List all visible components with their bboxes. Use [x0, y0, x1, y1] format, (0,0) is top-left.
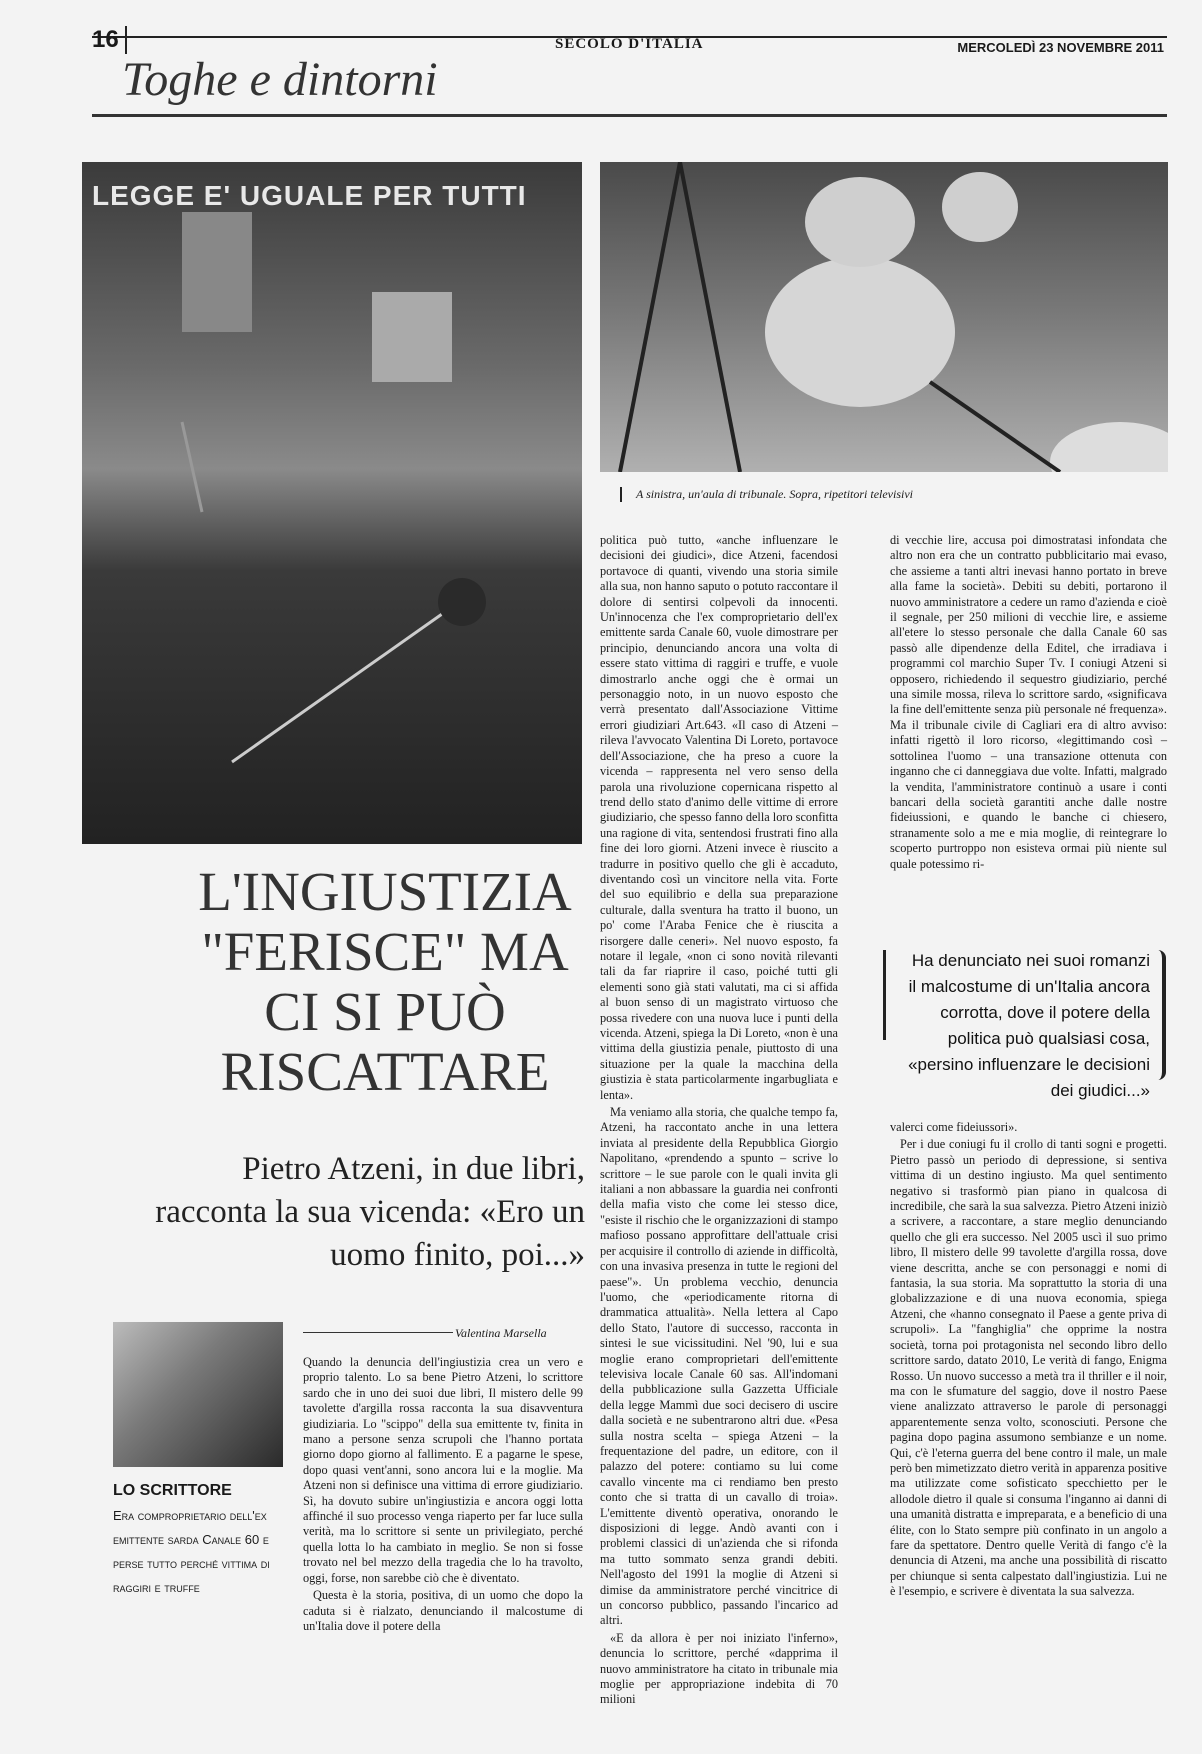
article-column-2: [600, 533, 838, 1710]
article-paragraph: di vecchie lire, accusa poi dimostratasi infondata che altro non era che un contratto pubblicitario mai evaso, che assieme a tanti altri inevasi hanno portato in breve alla fame la società». Debiti su debiti, portarono il nuovo amministratore a cedere un ramo d'azienda e cioè il segnale, per 250 milioni di vecchie lire, e assieme all'etere lo stesso personale che dalla Canale 60 sas passò alle dipendenze della Editel, che irradiava i programmi col marchio Super Tv. I coniugi Atzeni si opposero, richiedendo il sequestro giudiziario, perché una simile mossa, rileva lo scrittore sardo, «significava la fine dell'emittente senza più personale né frequenza». Ma il tribunale civile di Cagliari era di altro avviso: infatti rigettò il loro ricorso, «legittimando così – sottolinea l'uomo – una transazione ottenuta con inganno che ci danneggiava due volte. Infatti, malgrado la vendita, l'amministratore continuò a usare i conti bancari della società garantiti anche dalle nostre fideiussioni, e quando le banche ci chiesero, stranamente solo a me e mia moglie, di reintegrare lo scoperto purtroppo non esisteva ormai più niente sul quale potessimo ri-: [890, 533, 1167, 871]
courtroom-photo: [82, 162, 582, 844]
article-paragraph: politica può tutto, «anche influenzare le decisioni dei giudici», dice Atzeni, facendosi portavoce di quanti, vivendo una storia simile alla sua, non hanno saputo o potuto raccontare il dolore di sentirsi colpevoli da innocenti. Un'innocenza che l'ex comproprietario dell'ex emittente sarda Canale 60, vuole dimostrare per principio, denunciando ancora una volta di essere stato vittima di raggiri e truffe, e vuole dimostrarlo anche oggi che è ormai un personaggio noto, in un nuovo esposto che verrà presentato dall'Associazione Vittime errori giudiziari Art.643. «Il caso di Atzeni – rileva l'avvocato Valentina Di Loreto, portavoce dell'Associazione, che ha preso a cuore la vicenda – rappresenta nel vero senso della parola una rivoluzione copernicana rispetto al trend dello stato d'animo delle vittime di errore giudiziario, che spesso fanno della loro sconfitta una ragione di vita, sentendosi frustrati fino alla fine dei loro giorni. Atzeni invece è riuscito a tradurre in positivo quello che gli è accaduto, diventando così un vincitore nella vita. Forte del suo equilibrio e della sua preparazione culturale, dalla sventura ha tratto il buono, un po' come l'Araba Fenice che è riuscita a risorgere dalle ceneri». Nel nuovo esposto, fa notare il legale, «non ci sono novità rilevanti tali da far riaprire il caso, poiché tutti gli elementi sono già stati valutati, ma ci si affida al buon senso di un magistrato virtuoso che possa rivedere con una nuova luce i punti della vicenda. Atzeni, spiega la Di Loreto, «non è una vittima della giustizia penale, piuttosto di una situazione per la quale la macchina della giustizia è stata particolarmente ingarbugliata e lenta».: [600, 533, 839, 1102]
article-paragraph: Quando la denuncia dell'ingiustizia crea un vero e proprio talento. Lo sa bene Pietro Atzeni, lo scrittore sardo che in uno dei suoi due libri, Il mistero delle 99 tavolette d'argilla rossa racconta la sua disavventura giudiziaria. Lo "scippo" della sua emittente tv, finita in mano a persone senza scrupoli che l'hanno portata giorno dopo giorno al fallimento. E a pagarne le spese, dopo quasi vent'anni, sono ancora lui e la moglie. Ma Atzeni non si definisce una vittima di errore giudiziario. Sì, ha dovuto subire un'ingiustizia e ancora oggi lotta affinché il suo processo venga riaperto per far luce sulla verità, ma lo scrittore si sente un privilegiato, perché quella lotta lo ha cambiato in meglio. Se non si fosse trovato nel bel mezzo della tragedia che lo ha travolto, oggi, forse, non sarebbe ciò che è diventato.: [303, 1355, 583, 1585]
article-headline: L'INGIUSTIZIA "FERISCE" MA CI SI PUÒ RISCATTARE: [198, 861, 572, 1102]
article-paragraph: «E da allora è per noi iniziato l'inferno», denuncia lo scrittore, perché «dapprima il nuovo amministratore ha citato in tribunale mia moglie per appropriazione indebita di 70 milioni: [600, 1630, 838, 1707]
section-rule: [92, 114, 1167, 117]
issue-date: MERCOLEDÌ 23 NOVEMBRE 2011: [957, 40, 1164, 55]
author-sidebox: [103, 1322, 283, 1622]
quote-bracket: [1158, 950, 1166, 1080]
antennas-photo: [600, 162, 1168, 472]
article-paragraph: Ma veniamo alla storia, che qualche tempo fa, Atzeni, ha raccontato anche in una lettera inviata al presidente della Repubblica Giorgio Napolitano, «prendendo a spunto – scrive lo scrittore – le sue parole con le quali invita gli italiani a non abbassare la guardia nei confronti della mafia visto che come lei stesso dice, "esiste il rischio che le organizzazioni di stampo mafioso possano approfittare dell'attuale crisi per acquisire il controllo di aziende in difficoltà, con una invasiva presenza in tutte le regioni del paese"». Un problema vecchio, denuncia l'uomo, che «periodicamente ritorna di drammatica attualità». Nella lettera al Capo dello Stato, l'autore di successo, racconta in sintesi le sue vicissitudini. Nel '90, lui e sua moglie erano comproprietari dell'emittente televisiva locale Canale 60 sas. All'indomani della pubblicazione sulla Gazzetta Ufficiale della legge Mammì due soci decisero di uscire dalla società e ne subentrarono altri due. «Pesa sulla nostra scelta – spiega Atzeni – la frequentazione del padre, un editore, con il palazzo del potere: contiamo su lui come cavallo vincente ma ci rendiamo ben presto conto che si tratta di un cavallo di troia». L'emittente diventò operativa, onorando le disposizioni di legge. Andò avanti con i problemi classici di un'azienda che si rifonda ma tutto sommato senza grandi debiti. Nell'agosto del 1991 la moglie di Atzeni si dimise da amministratore perché vincitrice di un concorso pubblico, passando l'incarico ad altri.: [600, 1105, 838, 1628]
pull-quote: Ha denunciato nei suoi romanzi il malcostume di un'Italia ancora corrotta, dove il potere della politica può qualsiasi cosa, «persino influenzare le decisioni dei giudici...»: [908, 951, 1150, 1100]
article-paragraph: Per i due coniugi fu il crollo di tanti sogni e progetti. Pietro passò un periodo di depressione, si sentiva vittima di un destino ingiusto. Ma quel sentimento negativo si trasformò pian piano in qualcosa di incredibile, che sarà la sua salvezza. Pietro Atzeni iniziò a scrivere, a raccontare, a stare meglio denunciando quello che gli era successo. Nel 2005 uscì il suo primo libro, Il mistero delle 99 tavolette d'argilla rossa, dove viene descritta, anche se con personaggi e nomi di fantasia, la sua storia. Ma soprattutto la storia di una globalizzazione e di una nuova economia, spiega Atzeni, che «hanno consegnato il Paese a gente priva di scrupoli». La "fanghiglia" che opprime la nostra società, torna poi protagonista nel secondo libro dello scrittore sardo, datato 2010, Le verità di fango, Enigma Rosso. Un nuovo successo a metà tra il thriller e il noir, ma con le sfumature del saggio, dove il nostro Paese viene analizzato attraverso le parole di personaggi apparentemente senza volto, sconosciuti. Persone che pagina dopo pagina assumono sembianze e un nome. Qui, c'è l'eterna guerra del bene contro il male, un male però ben mimetizzato dietro verità in apparenza positive ma utilizzate come sofisticato specchietto per le allodole dietro il quale si consuma l'inganno ai danni di una umanità distratta e impreparata, e a beneficio di una élite, con lo Stato sempre più confinato in un angolo a fare da spettatore. Dentro quelle Verità di fango c'è la denuncia di Atzeni, ma anche una possibilità di riscatto per chiunque si senta calpestato dall'ingiustizia. Lui ne è l'esempio, e scrivere è diventata la sua salvezza.: [890, 1137, 1167, 1599]
page-number: 16: [92, 26, 127, 54]
sidebox-title: LO SCRITTORE: [113, 1482, 232, 1499]
courtroom-banner: LEGGE E' UGUALE PER TUTTI: [92, 180, 527, 211]
newspaper-name: SECOLO D'ITALIA: [555, 36, 704, 52]
article-subheadline: Pietro Atzeni, in due libri, racconta la sua vicenda: «Ero un uomo finito, poi...»: [155, 1151, 585, 1273]
article-column-4: [890, 1120, 1167, 1602]
satellite-dishes-graphic: [600, 162, 1168, 472]
author-photo: [113, 1322, 283, 1467]
microphones-graphic: [82, 162, 582, 844]
byline: Valentina Marsella: [455, 1326, 547, 1340]
article-column-1: [303, 1355, 583, 1636]
article-paragraph: valerci come fideiussori».: [890, 1120, 1018, 1134]
photo-caption: A sinistra, un'aula di tribunale. Sopra, ripetitori televisivi: [620, 487, 913, 502]
article-column-3: [890, 533, 1167, 874]
section-title: Toghe e dintorni: [122, 53, 438, 106]
quote-rule: [883, 950, 886, 1040]
article-paragraph: Questa è la storia, positiva, di un uomo che dopo la caduta si è rialzato, denunciando il malcostume di un'Italia dove il potere della: [303, 1588, 583, 1633]
byline-rule: [303, 1332, 453, 1333]
sidebox-text: Era comproprietario dell'ex emittente sarda Canale 60 e perse tutto perché vittima di raggiri e truffe: [113, 1508, 270, 1595]
